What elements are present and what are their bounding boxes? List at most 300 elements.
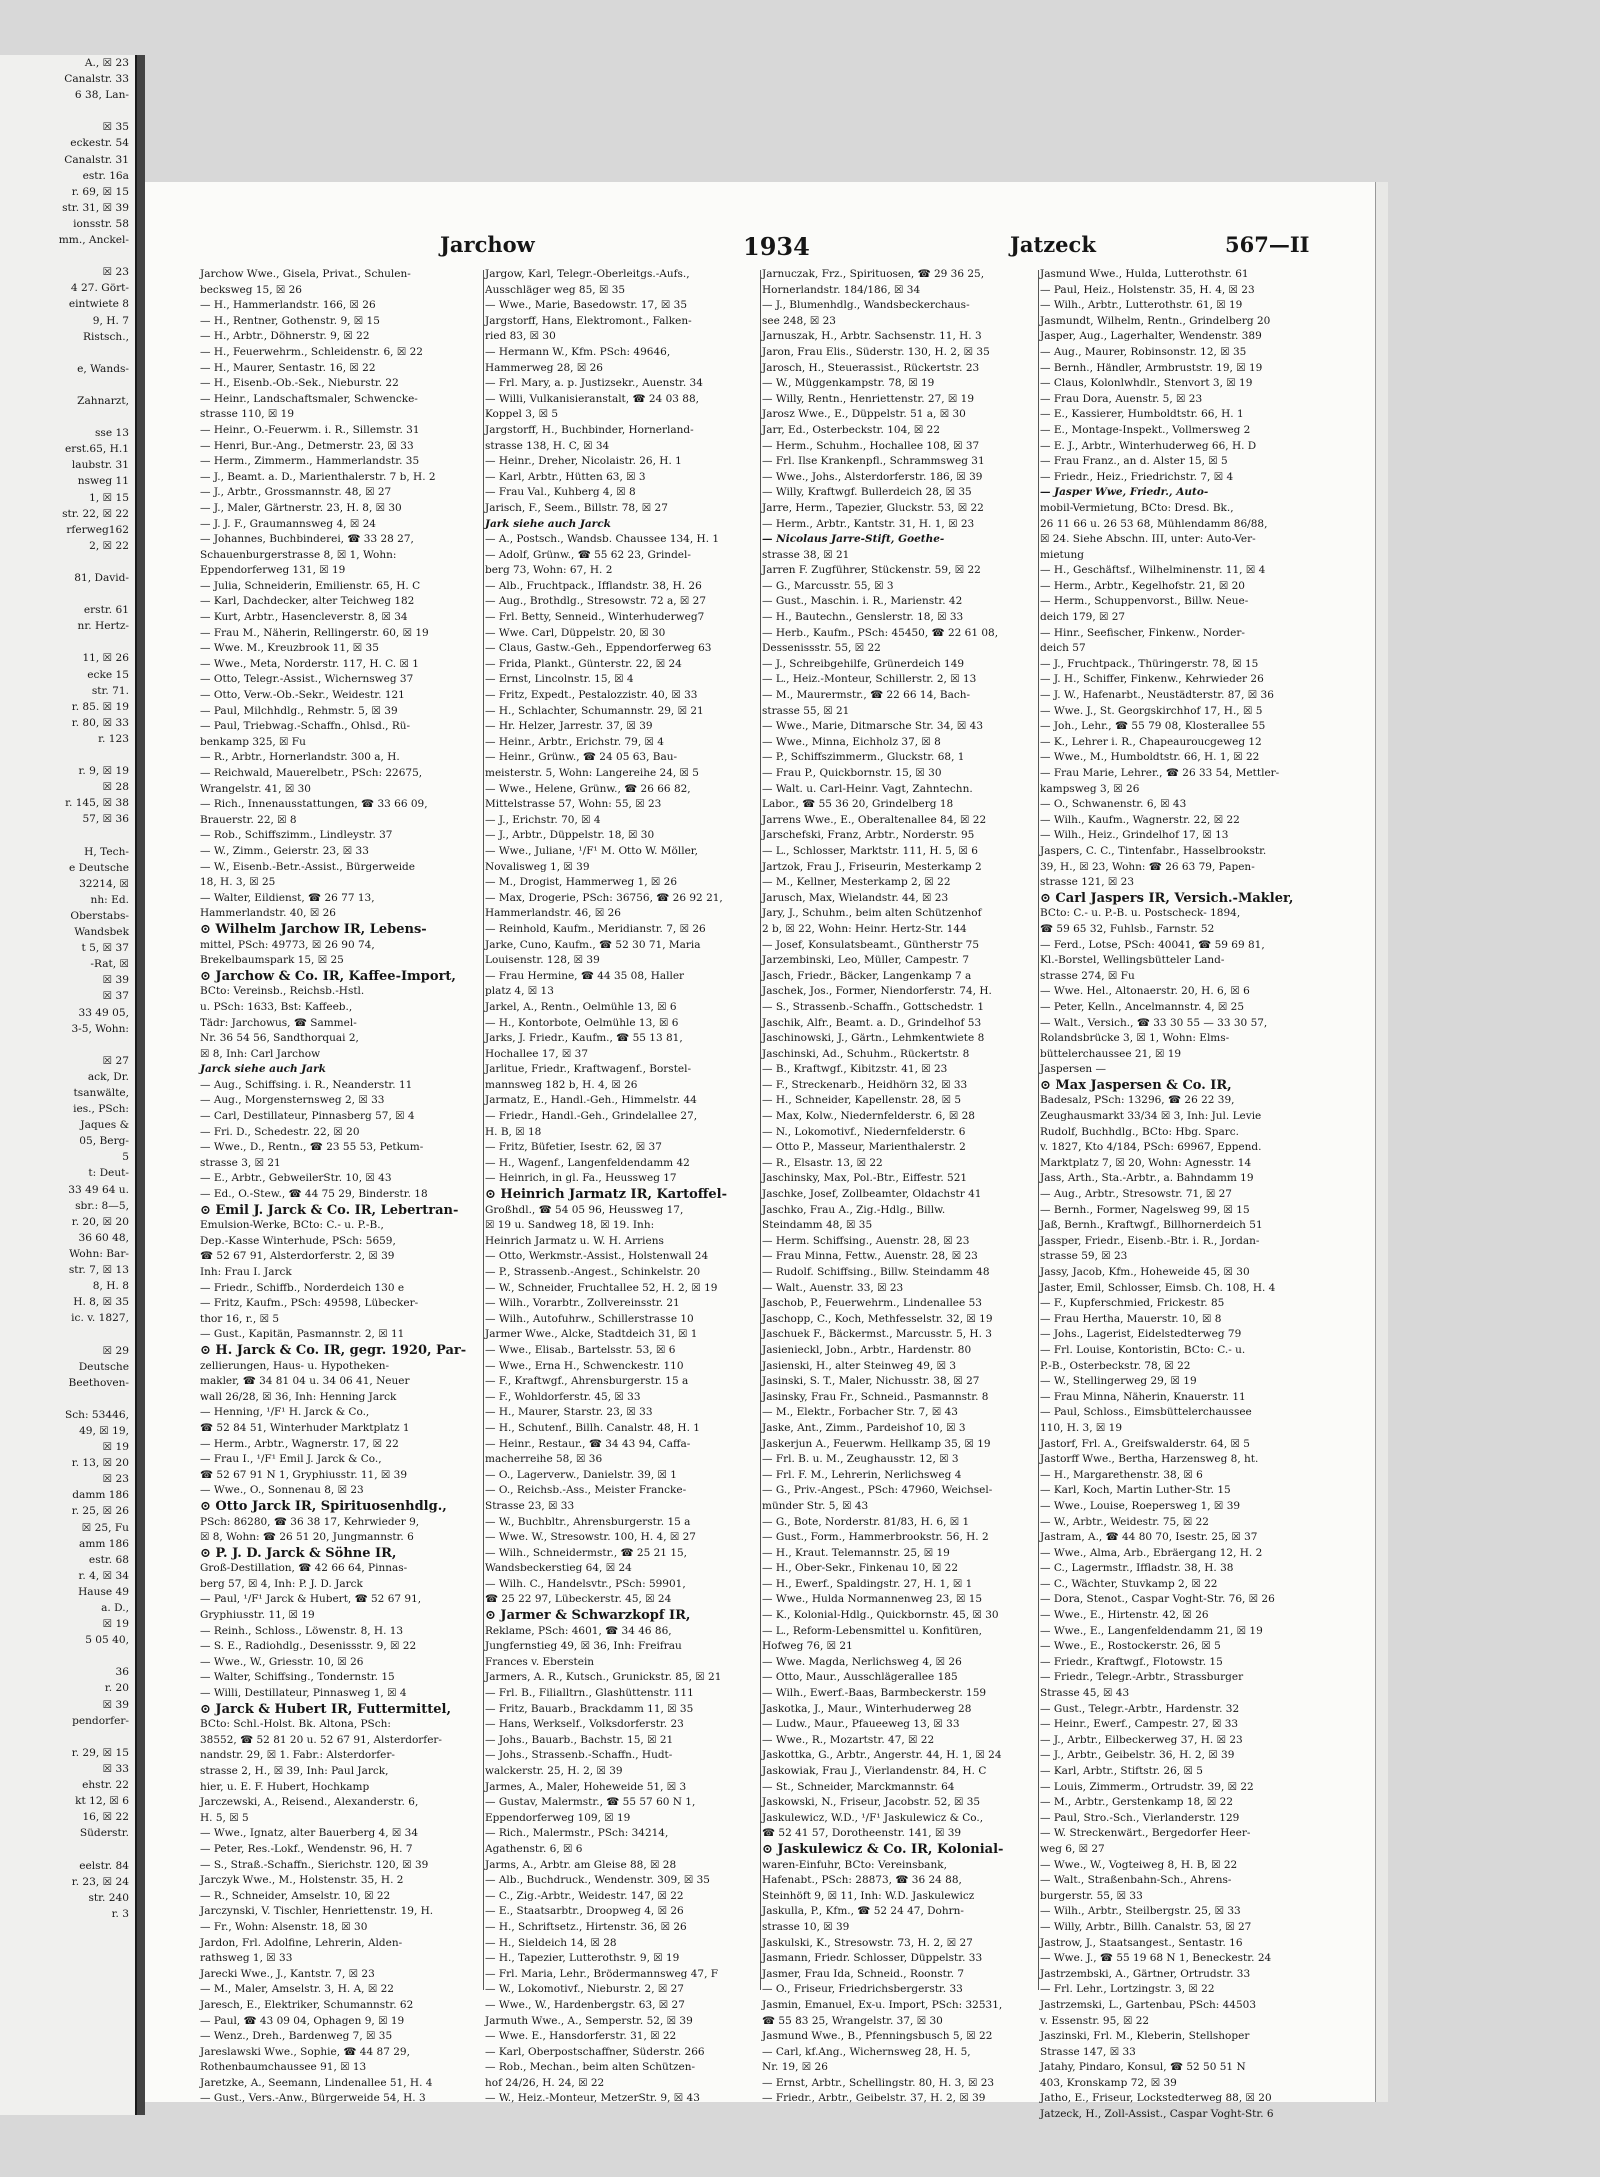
directory-entry: Jastrzemski, L., Gartenbau, PSch: 44503 (1040, 1998, 1257, 2011)
directory-entry: Hornerlandstr. 184/186, ☒ 34 (762, 283, 921, 296)
fragment-line (0, 1391, 135, 1407)
directory-entry: Jarlitue, Friedr., Kraftwagenf., Borstel- (485, 1063, 692, 1076)
directory-entry: Jaskulla, P., Kfm., ☎ 52 24 47, Dohrn- (762, 1905, 964, 1918)
fragment-line: str. 240 (88, 1891, 129, 1904)
directory-entry: — Karl, Koch, Martin Luther-Str. 15 (1040, 1484, 1231, 1497)
directory-entry: — Frl. Mary, a. p. Justizsekr., Auenstr. 34 (485, 377, 703, 390)
fragment-line (0, 586, 135, 602)
directory-entry: — Heinr., Restaur., ☎ 34 43 94, Caffa- (485, 1437, 691, 1450)
directory-entry: Gryphiusstr. 11, ☒ 19 (200, 1609, 315, 1622)
directory-entry: Jasmund Wwe., B., Pfenningsbusch 5, ☒ 22 (762, 2030, 993, 2043)
directory-entry: BCto: C.- u. P.-B. u. Postscheck- 1894, (1040, 907, 1241, 920)
directory-entry: — Walt. u. Carl-Heinr. Vagt, Zahntechn. (762, 782, 973, 795)
directory-entry: — F., Wohldorferstr. 45, ☒ 33 (485, 1390, 641, 1403)
fragment-line: 33 49 64 u. (68, 1183, 129, 1196)
directory-entry: — Fr., Wohn: Alsenstr. 18, ☒ 30 (200, 1920, 368, 1933)
directory-entry: — Reichwald, Mauerelbetr., PSch: 22675, (200, 767, 423, 779)
directory-entry: — R., Arbtr., Hornerlandstr. 300 a, H. (200, 751, 400, 764)
directory-entry: Jarzembinski, Leo, Müller, Campestr. 7 (762, 954, 970, 967)
fragment-line: eelstr. 84 (79, 1859, 129, 1872)
directory-entry: H. B, ☒ 18 (485, 1125, 542, 1138)
directory-entry: — Frau M., Näherin, Rellingerstr. 60, ☒ 19 (200, 626, 429, 639)
directory-entry: Reklame, PSch: 4601, ☎ 34 46 86, (485, 1624, 672, 1637)
column-3 (762, 267, 1038, 2105)
directory-entry: ☎ 52 67 91, Alsterdorferstr. 2, ☒ 39 (200, 1250, 395, 1263)
directory-entry: — M., Arbtr., Gerstenkamp 18, ☒ 22 (1040, 1796, 1234, 1809)
directory-entry: Jarmers, A. R., Kutsch., Grunickstr. 85, ☒ 21 (485, 1671, 722, 1684)
header-page-number: 567—II (1225, 232, 1310, 257)
directory-entry: — Otto, Maur., Ausschlägerallee 185 (762, 1671, 958, 1684)
directory-entry: ⊙ Emil J. Jarck & Co. IR, Lebertran- (200, 1202, 459, 1218)
directory-entry: Jasmundt, Wilhelm, Rentn., Grindelberg 20 (1040, 314, 1271, 327)
directory-entry: — Max, Drogerie, PSch: 36756, ☎ 26 92 21, (485, 891, 723, 904)
directory-entry: weg 6, ☒ 27 (1040, 1842, 1105, 1855)
directory-entry: — Wwe., W., Hardenbergstr. 63, ☒ 27 (485, 1998, 685, 2011)
page-edge (1375, 182, 1388, 2102)
fragment-line: Canalstr. 31 (64, 153, 129, 166)
directory-entry: Jaskottka, G., Arbtr., Angerstr. 44, H. 1, ☒ 24 (762, 1749, 1002, 1762)
directory-entry: Jaske, Ant., Zimm., Pardeishof 10, ☒ 3 (762, 1421, 966, 1434)
fragment-line: ehstr. 22 (82, 1779, 129, 1792)
directory-entry: — Alb., Fruchtpack., Ifflandstr. 38, H. 26 (485, 579, 702, 592)
directory-entry: — M., Kellner, Mesterkamp 2, ☒ 22 (762, 876, 951, 889)
directory-entry: Jatahy, Pindaro, Konsul, ☎ 52 50 51 N (1040, 2061, 1246, 2074)
directory-entry: — H., Maurer, Starstr. 23, ☒ 33 (485, 1406, 653, 1419)
directory-entry: — Wwe. J., ☎ 55 19 68 N 1, Beneckestr. 24 (1040, 1952, 1272, 1965)
directory-entry: Jassper, Friedr., Eisenb.-Btr. i. R., Jordan- (1040, 1234, 1260, 1247)
directory-entry: — Willy, Rentn., Henriettenstr. 27, ☒ 19 (762, 392, 975, 405)
directory-entry: — J., Maler, Gärtnerstr. 23, H. 8, ☒ 30 (200, 501, 402, 514)
fragment-line: 4 27. Gört- (70, 282, 129, 295)
fragment-line: r. 145, ☒ 38 (65, 797, 129, 810)
directory-entry: Jatzeck, H., Zoll-Assist., Caspar Voght-Str. 6 (1040, 2108, 1274, 2121)
fragment-line: Hause 49 (78, 1585, 129, 1598)
directory-entry: ☒ 8, Wohn: ☎ 26 51 20, Jungmannstr. 6 (200, 1531, 414, 1544)
directory-entry: — Wwe., W., Griesstr. 10, ☒ 26 (200, 1655, 364, 1668)
directory-entry: Dep.-Kasse Winterhude, PSch: 5659, (200, 1234, 396, 1247)
fragment-line: ecke 15 (87, 668, 129, 681)
directory-entry: — N., Lokomotivf., Niedernfelderstr. 6 (762, 1125, 966, 1138)
fragment-line (0, 103, 135, 119)
directory-entry: makler, ☎ 34 81 04 u. 34 06 41, Neuer (200, 1375, 410, 1388)
directory-entry: — Johannes, Buchbinderei, ☎ 33 28 27, (200, 533, 414, 546)
directory-entry: Inh: Frau I. Jarck (200, 1266, 292, 1278)
column-4 (1040, 267, 1322, 2121)
directory-entry: — Adolf, Grünw., ☎ 55 62 23, Grindel- (485, 548, 691, 561)
directory-entry: Jasmer, Frau Ida, Schneid., Roonstr. 7 (762, 1967, 965, 1980)
directory-entry: — Willi, Vulkanisieranstalt, ☎ 24 03 88, (485, 392, 699, 405)
directory-entry: — S. E., Radiohdlg., Desenissstr. 9, ☒ 22 (200, 1640, 417, 1653)
fragment-line: r. 23, ☒ 24 (71, 1875, 129, 1888)
directory-entry: — J., Erichstr. 70, ☒ 4 (485, 813, 601, 826)
directory-entry: — Heinr., Landschaftsmaler, Schwencke- (200, 392, 418, 405)
directory-entry: hof 24/26, H. 24, ☒ 22 (485, 2076, 605, 2089)
directory-entry: — Gust., Telegr.-Arbtr., Hardenstr. 32 (1040, 1702, 1240, 1715)
directory-entry: Jaspers, C. C., Tintenfabr., Hasselbrookstr. (1040, 844, 1267, 857)
directory-entry: Jareslawski Wwe., Sophie, ☎ 44 87 29, (200, 2045, 410, 2058)
directory-entry: Großhdl., ☎ 54 05 96, Heussweg 17, (485, 1203, 684, 1216)
directory-entry: — Ed., O.-Stew., ☎ 44 75 29, Binderstr. 18 (200, 1188, 428, 1201)
directory-entry: 38552, ☎ 52 81 20 u. 52 67 91, Alsterdorfer- (200, 1733, 442, 1746)
directory-entry: — Wwe., Marie, Basedowstr. 17, ☒ 35 (485, 299, 688, 312)
directory-entry: — Walt., Auenstr. 33, ☒ 23 (762, 1281, 904, 1294)
directory-entry: Jaschinowski, J., Gärtn., Lehmkentwiete 8 (762, 1032, 985, 1045)
directory-entry: — A., Postsch., Wandsb. Chaussee 134, H. 1 (485, 533, 720, 546)
directory-entry: — Wilh., Heiz., Grindelhof 17, ☒ 13 (1040, 829, 1229, 842)
directory-entry: — Alb., Buchdruck., Wendenstr. 309, ☒ 35 (485, 1874, 710, 1887)
directory-entry: strasse 38, ☒ 21 (762, 548, 850, 561)
fragment-line: 36 60 48, (78, 1231, 129, 1244)
directory-entry: Rothenbaumchaussee 91, ☒ 13 (200, 2061, 367, 2074)
fragment-line: erst.65, H.1 (65, 443, 129, 456)
directory-entry: waren-Einfuhr, BCto: Vereinsbank, (762, 1858, 947, 1871)
directory-entry: strasse 55, ☒ 21 (762, 704, 850, 717)
directory-entry: strasse 2, H., ☒ 39, Inh: Paul Jarck, (200, 1765, 389, 1777)
directory-entry: — H., Rentner, Gothenstr. 9, ☒ 15 (200, 314, 380, 327)
directory-entry: — S., Straß.-Schaffn., Sierichstr. 120, ☒ 39 (200, 1858, 429, 1871)
fragment-line: sbr.: 8—5, (75, 1199, 129, 1212)
directory-entry: — J. H., Schiffer, Finkenw., Kehrwieder 26 (1040, 673, 1264, 686)
directory-entry: — Carl, kf.Ang., Wichernsweg 28, H. 5, (762, 2045, 971, 2058)
directory-entry: Steinhöft 9, ☒ 11, Inh: W.D. Jaskulewicz (762, 1889, 975, 1902)
directory-entry: — Bernh., Händler, Armbruststr. 19, ☒ 19 (1040, 361, 1263, 374)
directory-entry: — Willy, Kraftwgf. Bullerdeich 28, ☒ 35 (762, 486, 972, 499)
column-divider (1038, 270, 1039, 1990)
directory-entry: Jatho, E., Friseur, Lockstedterweg 88, ☒ 20 (1040, 2092, 1272, 2105)
directory-entry: — Jasper Wwe, Friedr., Auto- (1040, 486, 1209, 499)
directory-entry: deich 57 (1040, 642, 1086, 655)
directory-entry: — Frl. Louise, Kontoristin, BCto: C.- u. (1040, 1343, 1246, 1356)
directory-entry: Jastrzembski, A., Gärtner, Ortrudstr. 33 (1040, 1967, 1251, 1980)
directory-entry: — Heinr., Grünw., ☎ 24 05 63, Bau- (485, 751, 678, 764)
directory-entry: Brekelbaumspark 15, ☒ 25 (200, 954, 344, 967)
directory-entry: Rudolf, Buchhdlg., BCto: Hbg. Sparc. (1040, 1125, 1240, 1138)
column-1 (200, 267, 483, 2105)
fragment-line: r. 3 (111, 1907, 129, 1920)
fragment-line: ☒ 39 (102, 974, 129, 987)
directory-entry: Jardon, Frl. Adolfine, Lehrerin, Alden- (200, 1936, 403, 1949)
directory-entry: — Reinh., Schloss., Löwenstr. 8, H. 13 (200, 1624, 404, 1637)
directory-entry: mannsweg 182 b, H. 4, ☒ 26 (485, 1078, 638, 1091)
fragment-line: estr. 68 (88, 1553, 129, 1566)
fragment-line: 33 49 05, (78, 1006, 129, 1019)
directory-entry: — Heinrich, in gl. Fa., Heussweg 17 (485, 1172, 677, 1185)
fragment-line: Sch: 53446, (64, 1408, 129, 1421)
directory-entry: — Bernh., Former, Nagelsweg 99, ☒ 15 (1040, 1203, 1250, 1216)
directory-entry: strasse 3, ☒ 21 (200, 1156, 281, 1169)
directory-entry: — Herm., Schuhm., Hochallee 108, ☒ 37 (762, 439, 980, 452)
directory-entry: — Aug., Maurer, Robinsonstr. 12, ☒ 35 (1040, 345, 1247, 358)
directory-entry: u. PSch: 1633, Bst: Kaffeeb., (200, 1000, 353, 1013)
directory-entry: ☎ 59 65 32, Fuhlsb., Farnstr. 52 (1040, 922, 1215, 935)
directory-entry: — Wwe. E., Hansdorferstr. 31, ☒ 22 (485, 2030, 677, 2043)
directory-entry: — Herm. Schiffsing., Auenstr. 28, ☒ 23 (762, 1234, 970, 1247)
directory-entry: münder Str. 5, ☒ 43 (762, 1499, 869, 1512)
page-header (145, 232, 1375, 262)
directory-entry: — Wwe., Elisab., Bartelsstr. 53, ☒ 6 (485, 1343, 676, 1356)
directory-entry: Jarks, J. Friedr., Kaufm., ☎ 55 13 81, (485, 1032, 683, 1045)
directory-entry: Tädr: Jarchowus, ☎ Sammel- (200, 1016, 357, 1029)
directory-entry: Jasmin, Emanuel, Ex-u. Import, PSch: 32531, (762, 1998, 1003, 2011)
fragment-line: Jaques & (80, 1119, 129, 1132)
directory-entry: — Gust., Kapitän, Pasmannstr. 2, ☒ 11 (200, 1328, 405, 1341)
directory-entry: Wrangelstr. 41, ☒ 30 (200, 782, 311, 795)
directory-entry: Jarczyk Wwe., M., Holstenstr. 35, H. 2 (200, 1874, 404, 1887)
fragment-line: H. 8, ☒ 35 (73, 1296, 129, 1309)
directory-entry: — L., Heiz.-Monteur, Schillerstr. 2, ☒ 13 (762, 673, 977, 686)
directory-entry: — O., Friseur, Friedrichsbergerstr. 33 (762, 1983, 963, 1996)
directory-entry: mittel, PSch: 49773, ☒ 26 90 74, (200, 938, 375, 951)
directory-entry: Strasse 147, ☒ 33 (1040, 2045, 1136, 2058)
directory-entry: Groß-Destillation, ☎ 42 66 64, Pinnas- (200, 1562, 408, 1575)
directory-entry: — Frau P., Quickbornstr. 15, ☒ 30 (762, 767, 942, 779)
directory-entry: Jarkel, A., Rentn., Oelmühle 13, ☒ 6 (485, 1000, 677, 1013)
directory-entry: ⊙ Otto Jarck IR, Spirituosenhdlg., (200, 1498, 447, 1514)
directory-entry: — Paul, Milchhdlg., Rehmstr. 5, ☒ 39 (200, 704, 398, 717)
directory-entry: ⊙ Jarchow & Co. IR, Kaffee-Import, (200, 968, 456, 984)
directory-entry: Wandsbeckerstieg 64, ☒ 24 (485, 1562, 632, 1575)
fragment-line: Wohn: Bar- (69, 1247, 129, 1260)
fragment-line: kt 12, ☒ 6 (75, 1795, 129, 1808)
directory-entry: Jaschek, Jos., Former, Niendorferstr. 74, H. (762, 985, 992, 998)
directory-entry: — Fri. D., Schedestr. 22, ☒ 20 (200, 1125, 360, 1138)
directory-entry: becksweg 15, ☒ 26 (200, 283, 302, 296)
directory-entry: ☎ 25 22 97, Lübeckerstr. 45, ☒ 24 (485, 1593, 672, 1606)
directory-entry: — M., Maler, Amselstr. 3, H. A, ☒ 22 (200, 1983, 394, 1996)
fragment-line: r. 20 (104, 1682, 129, 1695)
directory-entry: Labor., ☎ 55 36 20, Grindelberg 18 (762, 798, 954, 811)
directory-entry: — Wilh., Kaufm., Wagnerstr. 22, ☒ 22 (1040, 813, 1240, 826)
directory-entry: berg 57, ☒ 4, Inh: P. J. D. Jarck (200, 1577, 363, 1590)
directory-entry: Kl.-Borstel, Wellingsbütteler Land- (1040, 954, 1225, 967)
directory-entry: — Hr. Helzer, Jarrestr. 37, ☒ 39 (485, 720, 653, 733)
directory-entry: strasse 274, ☒ Fu (1040, 969, 1135, 982)
fragment-line: ☒ 28 (102, 781, 129, 794)
directory-entry: — Walt., Straßenbahn-Sch., Ahrens- (1040, 1874, 1232, 1887)
fragment-line: ☒ 35 (102, 121, 129, 134)
directory-entry: ⊙ H. Jarck & Co. IR, gegr. 1920, Par- (200, 1342, 467, 1358)
directory-entry: Ausschläger weg 85, ☒ 35 (485, 283, 626, 296)
directory-entry: — Rich., Innenausstattungen, ☎ 33 66 09, (200, 798, 428, 811)
directory-entry: Jaster, Emil, Schlosser, Eimsb. Ch. 108, H. 4 (1040, 1281, 1276, 1294)
directory-entry: — St., Schneider, Marckmannstr. 64 (762, 1780, 955, 1793)
directory-entry: ☎ 52 41 57, Dorotheenstr. 141, ☒ 39 (762, 1827, 962, 1840)
directory-entry: Jaretzke, A., Seemann, Lindenallee 51, H. 4 (200, 2076, 433, 2089)
fragment-line: Wandsbek (74, 926, 129, 939)
directory-entry: — W., Stellingerweg 29, ☒ 19 (1040, 1375, 1197, 1388)
directory-entry: P.-B., Osterbeckstr. 78, ☒ 22 (1040, 1359, 1191, 1372)
directory-entry: — Hermann W., Kfm. PSch: 49646, (485, 345, 671, 358)
fragment-line: sse 13 (95, 427, 129, 440)
fragment-line: Ristsch., (83, 330, 129, 343)
directory-entry: BCto: Vereinsb., Reichsb.-Hstl. (200, 985, 365, 998)
directory-entry: Jaskowiak, Frau J., Vierlandenstr. 84, H. C (762, 1765, 987, 1777)
fragment-line: str. 31, ☒ 39 (62, 201, 129, 214)
directory-entry: — J., Arbtr., Eilbeckerweg 37, H. ☒ 23 (1040, 1733, 1243, 1746)
directory-entry: — Wilh., Ewerf.-Baas, Barmbeckerstr. 159 (762, 1687, 987, 1700)
directory-entry: Jasper, Aug., Lagerhalter, Wendenstr. 389 (1040, 330, 1262, 343)
directory-entry: — M., Drogist, Hammerweg 1, ☒ 26 (485, 876, 678, 889)
fragment-line: t 5, ☒ 37 (81, 942, 129, 955)
book-gutter (137, 55, 145, 2115)
directory-entry: — Frau Minna, Näherin, Knauerstr. 11 (1040, 1390, 1246, 1403)
fragment-line: 81, David- (74, 572, 129, 584)
directory-entry: — Heinr., Ewerf., Campestr. 27, ☒ 33 (1040, 1718, 1239, 1731)
directory-entry: — Karl, Oberpostschaffner, Süderstr. 266 (485, 2045, 705, 2058)
header-last-entry: Jatzeck (1010, 232, 1096, 257)
header-year: 1934 (743, 232, 810, 261)
fragment-line: ☒ 23 (102, 1473, 129, 1486)
directory-entry: — Claus, Kolonlwhdlr., Stenvort 3, ☒ 19 (1040, 377, 1253, 390)
directory-entry: — G., Priv.-Angest., PSch: 47960, Weichsel- (762, 1484, 993, 1497)
fragment-line: ☒ 25, Fu (81, 1521, 129, 1534)
fragment-line: Beethoven- (68, 1376, 129, 1389)
directory-entry: rathsweg 1, ☒ 33 (200, 1952, 293, 1965)
directory-entry: — W., Eisenb.-Betr.-Assist., Bürgerweide (200, 860, 415, 873)
directory-entry: — Herm., Arbtr., Wagnerstr. 17, ☒ 22 (200, 1437, 399, 1450)
directory-entry: Jaskowski, N., Friseur, Jacobstr. 52, ☒ 35 (762, 1796, 981, 1809)
directory-entry: Brauerstr. 22, ☒ 8 (200, 813, 297, 826)
directory-entry: Jarre, Herm., Tapezier, Gluckstr. 53, ☒ 22 (762, 501, 984, 514)
directory-entry: Jarmer Wwe., Alcke, Stadtdeich 31, ☒ 1 (485, 1328, 698, 1341)
fragment-line: erstr. 61 (83, 604, 129, 617)
directory-entry: — Frl. B., Filialltrn., Glashüttenstr. 111 (485, 1687, 694, 1700)
directory-entry: Hofweg 76, ☒ 21 (762, 1640, 853, 1653)
directory-entry: burgerstr. 55, ☒ 33 (1040, 1889, 1143, 1902)
fragment-line (0, 1841, 135, 1857)
directory-entry: — K., Kolonial-Hdlg., Quickbornstr. 45, ☒ 30 (762, 1609, 999, 1622)
fragment-line: 3-5, Wohn: (71, 1022, 129, 1035)
directory-entry: Jaskotka, J., Maur., Winterhuderweg 28 (762, 1702, 972, 1715)
directory-entry: — Gust., Maschin. i. R., Marienstr. 42 (762, 595, 963, 608)
directory-entry: — W. Streckenwärt., Bergedorfer Heer- (1040, 1827, 1251, 1840)
fragment-line: estr. 16a (82, 169, 129, 182)
fragment-line: 57, ☒ 36 (82, 813, 129, 826)
directory-entry: — F., Streckenarb., Heidhörn 32, ☒ 33 (762, 1078, 968, 1091)
directory-entry: Jarrens Wwe., E., Oberaltenallee 84, ☒ 22 (762, 813, 987, 826)
directory-entry: — Frau I., ¹/F¹ Emil J. Jarck & Co., (200, 1453, 382, 1466)
directory-entry: — Frida, Plankt., Günterstr. 22, ☒ 24 (485, 657, 682, 670)
directory-entry: Jaschuek F., Bäckermst., Marcusstr. 5, H. 3 (762, 1328, 992, 1341)
directory-entry: — Frl. Maria, Lehr., Brödermannsweg 47, F (485, 1967, 719, 1980)
directory-entry: — Otto, Verw.-Ob.-Sekr., Weidestr. 121 (200, 689, 405, 702)
directory-entry: — Wwe., E., Langenfeldendamm 21, ☒ 19 (1040, 1624, 1263, 1637)
directory-entry: — Johs., Bauarb., Bachstr. 15, ☒ 21 (485, 1733, 674, 1746)
directory-entry: — W., Müggenkampstr. 78, ☒ 19 (762, 377, 935, 390)
directory-entry: — Paul, Stro.-Sch., Vierlanderstr. 129 (1040, 1811, 1240, 1824)
fragment-line: 5 05 40, (85, 1634, 129, 1647)
fragment-line: ionsstr. 58 (73, 217, 129, 230)
directory-entry: — J. J. F., Graumannsweg 4, ☒ 24 (200, 517, 376, 530)
directory-entry: — Wwe., Meta, Norderstr. 117, H. C. ☒ 1 (200, 657, 419, 670)
directory-entry: — Wwe., Alma, Arb., Ebräergang 12, H. 2 (1040, 1546, 1263, 1559)
directory-entry: meisterstr. 5, Wohn: Langereihe 24, ☒ 5 (485, 767, 699, 779)
fragment-line (0, 1729, 135, 1745)
directory-entry: Jarr, Ed., Osterbeckstr. 104, ☒ 22 (762, 423, 941, 436)
directory-entry: 18, H. 3, ☒ 25 (200, 876, 276, 889)
fragment-line: Canalstr. 33 (64, 73, 129, 86)
fragment-line: r. 69, ☒ 15 (71, 185, 129, 198)
directory-entry: Jastorff Wwe., Bertha, Harzensweg 8, ht. (1040, 1453, 1259, 1466)
fragment-line: r. 4, ☒ 34 (78, 1569, 129, 1582)
directory-entry: — J., Blumenhdlg., Wandsbeckerchaus- (762, 299, 970, 312)
directory-entry: Strasse 45, ☒ 43 (1040, 1687, 1130, 1700)
fragment-line: ☒ 29 (102, 1344, 129, 1357)
directory-entry: — Heinr., Dreher, Nicolaistr. 26, H. 1 (485, 455, 682, 468)
directory-entry: macherreihe 58, ☒ 36 (485, 1453, 603, 1466)
fragment-line: ack, Dr. (87, 1070, 129, 1083)
directory-entry: — L., Reform-Lebensmittel u. Konfitüren, (762, 1624, 983, 1637)
directory-entry: — J., Arbtr., Geibelstr. 36, H. 2, ☒ 39 (1040, 1749, 1235, 1762)
directory-entry: — H., Feuerwehrm., Schleidenstr. 6, ☒ 22 (200, 345, 423, 358)
directory-entry: — Ernst, Lincolnstr. 15, ☒ 4 (485, 673, 634, 686)
directory-entry: Jarosz Wwe., E., Düppelstr. 51 a, ☒ 30 (762, 408, 966, 421)
directory-entry: — Wwe., Minna, Eichholz 37, ☒ 8 (762, 735, 941, 748)
directory-entry: Louisenstr. 128, ☒ 39 (485, 954, 600, 967)
directory-entry: Jarschefski, Franz, Arbtr., Norderstr. 95 (762, 829, 975, 842)
fragment-line: e, Wands- (77, 362, 129, 375)
directory-entry: — W., Schneider, Fruchtallee 52, H. 2, ☒ 19 (485, 1281, 718, 1294)
directory-entry: — Gust., Form., Hammerbrookstr. 56, H. 2 (762, 1531, 989, 1544)
directory-entry: — Wwe., Helene, Grünw., ☎ 26 66 82, (485, 782, 691, 795)
fragment-line: eintwiete 8 (68, 298, 129, 311)
directory-entry: Jaron, Frau Elis., Süderstr. 130, H. 2, ☒ 35 (762, 345, 990, 358)
directory-entry: hier, u. E. F. Hubert, Hochkamp (200, 1780, 370, 1793)
directory-entry: — H., Schneider, Kapellenstr. 28, ☒ 5 (762, 1094, 962, 1107)
directory-entry: ⊙ Max Jaspersen & Co. IR, (1040, 1077, 1232, 1093)
directory-entry: — P., Strassenb.-Angest., Schinkelstr. 20 (485, 1266, 701, 1278)
directory-entry: — Carl, Destillateur, Pinnasberg 57, ☒ 4 (200, 1110, 415, 1123)
directory-entry: — Reinhold, Kaufm., Meridianstr. 7, ☒ 26 (485, 922, 706, 935)
directory-entry: — E., Montage-Inspekt., Vollmersweg 2 (1040, 423, 1251, 436)
fragment-line (0, 345, 135, 361)
directory-entry: — H., Tapezier, Lutterothstr. 9, ☒ 19 (485, 1952, 680, 1965)
directory-entry: — Aug., Brothdlg., Stresowstr. 72 a, ☒ 27 (485, 595, 707, 608)
fragment-line: ic. v. 1827, (71, 1312, 129, 1325)
directory-entry: strasse 59, ☒ 23 (1040, 1250, 1128, 1263)
directory-entry: mietung (1040, 548, 1084, 561)
fragment-line (0, 1326, 135, 1342)
directory-entry: 403, Kronskamp 72, ☒ 39 (1040, 2076, 1177, 2089)
directory-entry: — F., Kraftwgf., Ahrensburgerstr. 15 a (485, 1375, 689, 1388)
directory-entry: — W., Buchbltr., Ahrensburgerstr. 15 a (485, 1515, 691, 1528)
directory-entry: — Willi, Destillateur, Pinnasweg 1, ☒ 4 (200, 1687, 407, 1700)
directory-entry: — Johs., Strassenb.-Schaffn., Hudt- (485, 1749, 673, 1762)
directory-entry: büttelerchaussee 21, ☒ 19 (1040, 1047, 1182, 1060)
directory-entry: — Frl. Betty, Senneid., Winterhuderweg7 (485, 611, 705, 624)
fragment-line: r. 25, ☒ 26 (71, 1505, 129, 1518)
directory-entry: — Nicolaus Jarre-Stift, Goethe- (762, 533, 945, 546)
fragment-line: pendorfer- (72, 1714, 129, 1727)
directory-entry: — O., Reichsb.-Ass., Meister Francke- (485, 1484, 687, 1497)
directory-entry: Jarnuczak, Frz., Spirituosen, ☎ 29 36 25, (762, 268, 985, 280)
directory-entry: Nr. 36 54 56, Sandthorquai 2, (200, 1032, 359, 1045)
fragment-line: a. D., (101, 1602, 129, 1614)
fragment-line (0, 377, 135, 393)
directory-entry: ⊙ Wilhelm Jarchow IR, Lebens- (200, 921, 427, 937)
directory-entry: Jarecki Wwe., J., Kantstr. 7, ☒ 23 (200, 1967, 375, 1980)
fragment-line: eckestr. 54 (70, 137, 129, 150)
directory-entry: strasse 10, ☒ 39 (762, 1920, 850, 1933)
directory-entry: — Otto, Werkmstr.-Assist., Holstenwall 24 (485, 1250, 709, 1263)
directory-entry: v. Essenstr. 95, ☒ 22 (1040, 2014, 1150, 2027)
fragment-line (0, 634, 135, 650)
directory-entry: — Wwe., Johs., Alsterdorferstr. 186, ☒ 39 (762, 470, 983, 483)
directory-entry: — J., Fruchtpack., Thüringerstr. 78, ☒ 15 (1040, 657, 1259, 670)
directory-entry: ☎ 55 83 25, Wrangelstr. 37, ☒ 30 (762, 2014, 943, 2027)
header-first-entry: Jarchow (440, 232, 535, 257)
directory-entry: Jasienieckl, Jobn., Arbtr., Hardenstr. 80 (762, 1343, 972, 1356)
